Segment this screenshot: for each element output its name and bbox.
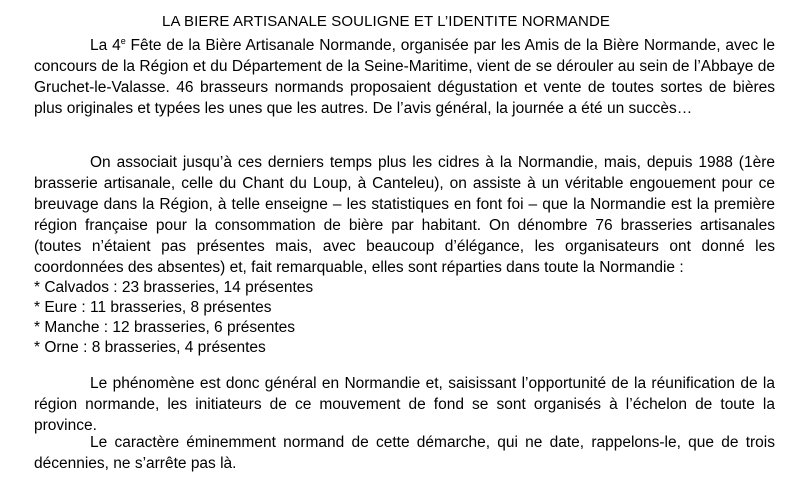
- ordinal-superscript: e: [120, 35, 126, 46]
- paragraph-intro-text: Fête de la Bière Artisanale Normande, organisée par les Amis de la Bière Normande, avec le concours de la Région et du Département de la Seine-Maritime, vient de se dérouler au sein de l’Abbaye de Gruchet-le-Valasse. 46 brasseurs normands proposaient dégustation et vente de toutes sortes de bières plus originales et typées les unes que les autres. De l’avis général, la journée a été un succès…: [34, 37, 775, 117]
- paragraph-intro-prefix: La 4: [90, 37, 121, 54]
- list-item-calvados: * Calvados : 23 brasseries, 14 présentes: [34, 279, 314, 296]
- paragraph-history: On associait jusqu’à ces derniers temps plus les cidres à la Normandie, mais, depuis 1988 (1ère brasserie artisanale, celle du Chant du Loup, à Canteleu), on assiste à un véritable engouement pour ce breuvage dans la Région, à telle enseigne – les statistiques en font foi – que la Normandie est la première région française pour la consommation de bière par habitant. On dénombre 76 brasseries artisanales (toutes n’étaient pas présentes mais, avec beaucoup d’élégance, les organisateurs ont donné les coordonnées des absentes) et, fait remarquable, elles sont réparties dans toute la Normandie :: [34, 154, 775, 276]
- document-title: LA BIERE ARTISANALE SOULIGNE ET L’IDENTITE NORMANDE: [162, 13, 611, 30]
- list-item-orne: * Orne : 8 brasseries, 4 présentes: [34, 339, 266, 356]
- paragraph-intro: [34, 35, 775, 119]
- paragraph-phenomenon: Le phénomène est donc général en Normandie et, saisissant l’opportunité de la réunification de la région normande, les initiateurs de ce mouvement de fond se sont organisés à l’échelon de toute la province.: [34, 375, 775, 434]
- paragraph-conclusion: Le caractère éminemment normand de cette démarche, qui ne date, rappelons-le, que de trois décennies, ne s’arrête pas là.: [34, 434, 775, 472]
- list-item-manche: * Manche : 12 brasseries, 6 présentes: [34, 319, 296, 336]
- list-item-eure: * Eure : 11 brasseries, 8 présentes: [34, 299, 272, 316]
- brewery-list: [34, 278, 313, 358]
